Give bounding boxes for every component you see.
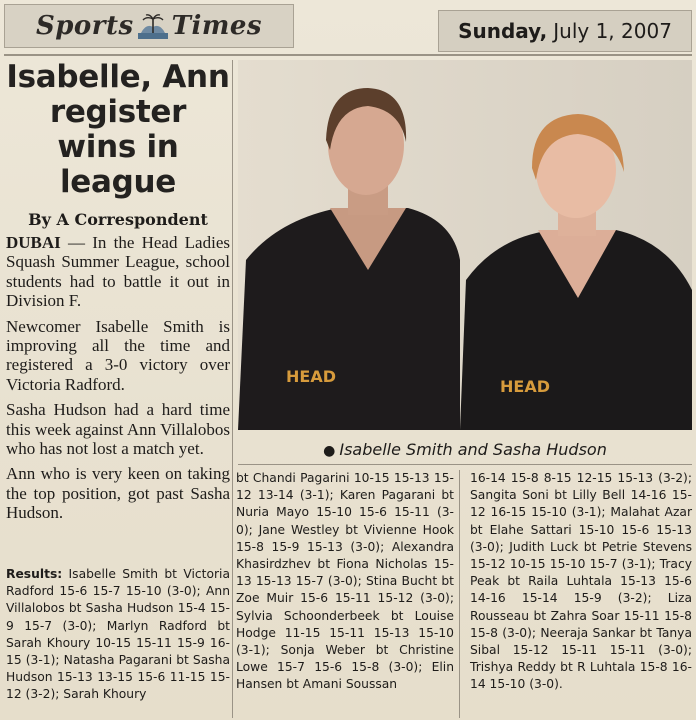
issue-date-text: July 1, 2007	[553, 19, 672, 43]
palm-tree-logo-icon	[138, 13, 168, 39]
photo-caption	[238, 440, 692, 459]
article-photo	[238, 60, 692, 430]
article-column	[6, 60, 230, 580]
results-text-1: Isabelle Smith bt Victoria Radford 15-6 15-7 15-10 (3-0); Ann Villalobos bt Sasha Hudson 15-4 15-9 15-7 (3-0); Marlyn Radford bt Sarah Khoury 10-15 15-11 15-9 16-15 (3-1); Natasha Pagarani bt Sasha Hudson 15-13 13-15 15-6 11-15 15-12 (3-2); Sarah Khoury	[6, 567, 230, 702]
masthead-divider	[4, 54, 692, 56]
article-paragraph: Sasha Hudson had a hard time this week against Ann Villalobos who has not lost a match yet.	[6, 400, 230, 459]
results-label: Results:	[6, 567, 63, 581]
caption-divider	[238, 464, 692, 465]
article-headline: Isabelle, Ann register wins in league	[6, 59, 230, 200]
column-divider	[232, 60, 233, 718]
article-paragraph: Newcomer Isabelle Smith is improving all the time and registered a 3-0 victory over Victoria Radford.	[6, 316, 230, 394]
photo-caption-text: Isabelle Smith and Sasha Hudson	[339, 440, 607, 459]
issue-date	[438, 10, 692, 52]
masthead-title-left: Sports	[35, 11, 134, 41]
photo-players-image	[238, 60, 692, 430]
masthead-title-right: Times	[171, 11, 263, 41]
article-paragraph: Ann who is very keen on taking the top position, got past Sasha Hudson.	[6, 464, 230, 523]
shirt-text-right: HEAD	[500, 377, 550, 396]
issue-day: Sunday,	[458, 19, 548, 43]
results-column-3: 16-14 15-8 8-15 12-15 15-13 (3-2); Sangita Soni bt Lilly Bell 14-16 15-12 16-15 15-10 (3-1); Malahat Azar bt Elahe Sattari 15-10 15-6 15-13 (3-0); Judith Luck bt Petrie Stevens 15-12 10-15 15-10 15-7 (3-1); Tracy Peak bt Raila Luhtala 15-13 15-6 14-16 15-14 15-9 (3-2); Liza Rousseau bt Zahra Soar 15-11 15-8 15-8 (3-0); Neeraja Sankar bt Tanya Sibal 15-12 15-11 15-11 (3-0); Trishya Reddy bt R Luhtala 15-8 16-14 15-10 (3-0).	[470, 471, 692, 692]
results-divider	[459, 470, 460, 718]
results-column-2: bt Chandi Pagarini 10-15 15-13 15-12 13-14 (3-1); Karen Pagarani bt Nuria Mayo 15-10 15-6 15-11 (3-0); Jane Westley bt Vivienne Hook 15-8 15-9 15-13 (3-0); Alexandra Khasirdzhev bt Fiona Nicholas 15-13 15-13 15-7 (3-0); Stina Bucht bt Zoe Muir 15-6 15-11 15-12 (3-0); Sylvia Schoonderbeek bt Louise Hodge 11-15 15-11 15-13 15-10 (3-1); Sonja Weber bt Christine Lowe 15-7 15-6 15-8 (3-0); Elin Hansen bt Amani Soussan	[236, 471, 454, 692]
article-body	[6, 233, 230, 523]
shirt-text-left: HEAD	[286, 367, 336, 386]
results-column-1	[6, 566, 230, 704]
article-dateline: DUBAI	[6, 233, 61, 252]
article-byline: By A Correspondent	[28, 210, 208, 229]
article-paragraph: DUBAI — In the Head Ladies Squash Summer League, school students had to battle it out in Division F.	[6, 233, 230, 311]
bullet-icon: ●	[323, 443, 336, 459]
masthead	[4, 4, 294, 48]
